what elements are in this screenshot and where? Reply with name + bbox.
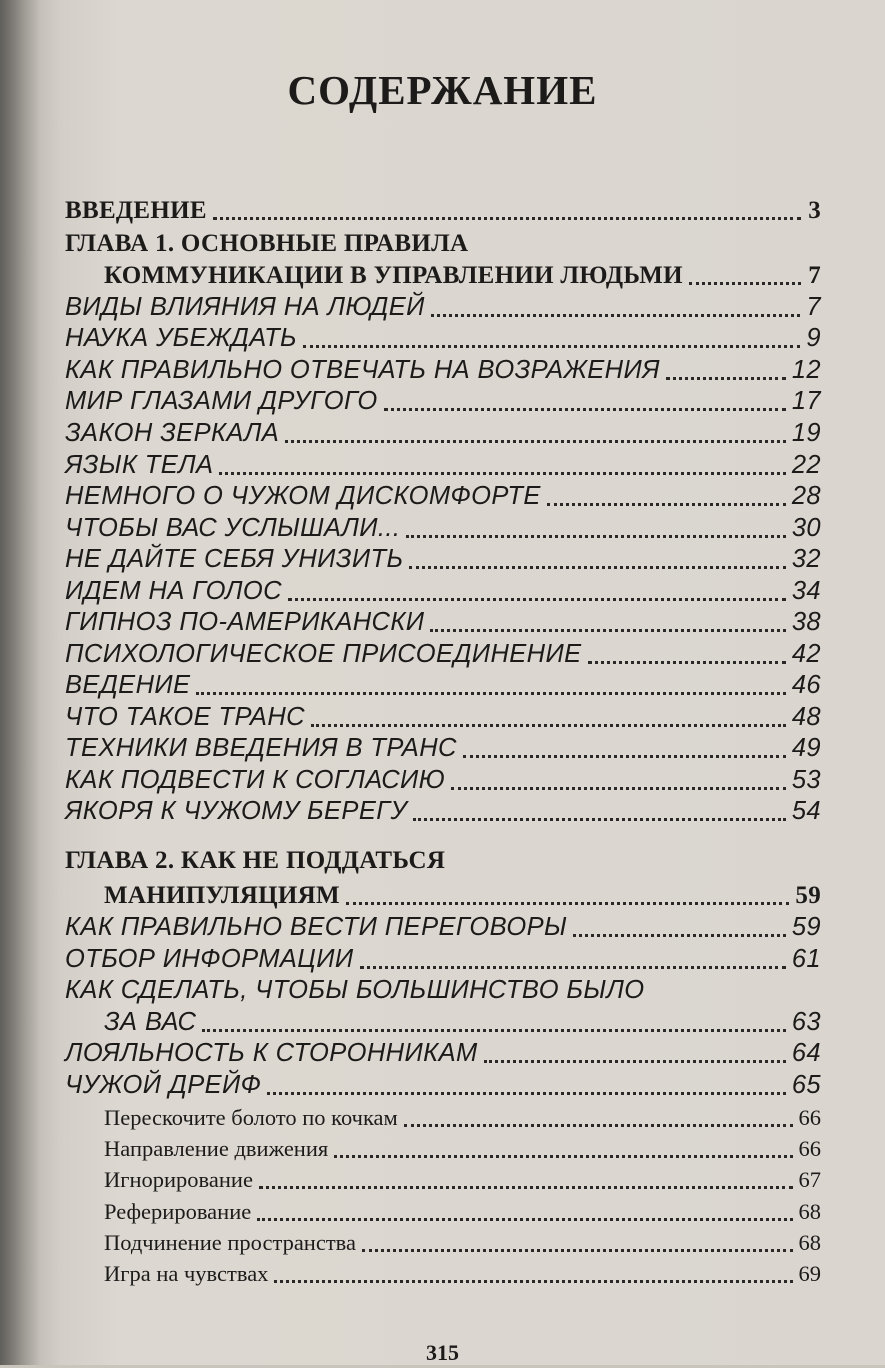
toc-entry <box>65 323 821 354</box>
toc-entry <box>65 845 821 876</box>
toc-entry-title: Подчинение пространства <box>104 1230 356 1255</box>
toc-entry-page: 19 <box>791 419 821 447</box>
toc-entry-title: МИР ГЛАЗАМИ ДРУГОГО <box>65 387 378 415</box>
toc-entry-title: КАК ПРАВИЛЬНО ОТВЕЧАТЬ НА ВОЗРАЖЕНИЯ <box>65 356 660 384</box>
dot-leader <box>274 1280 792 1283</box>
toc-entry-page: 65 <box>791 1071 821 1099</box>
toc-entry-title: КАК ПОДВЕСТИ К СОГЛАСИЮ <box>65 766 446 794</box>
toc-entry <box>104 1102 821 1133</box>
toc-entry <box>65 386 821 417</box>
toc-entry-page: 17 <box>791 387 821 415</box>
toc-entry <box>65 607 821 638</box>
toc-entry-title: Игнорирование <box>104 1167 253 1192</box>
toc-entry-title: ВВЕДЕНИЕ <box>65 197 207 224</box>
toc-entry-page: 68 <box>798 1230 821 1255</box>
toc-entry-title: ГЛАВА 1. ОСНОВНЫЕ ПРАВИЛА <box>65 230 469 257</box>
toc-entry <box>65 639 821 670</box>
dot-leader <box>219 472 785 475</box>
toc-entry <box>104 1133 821 1164</box>
dot-leader <box>257 1218 792 1221</box>
dot-leader <box>213 217 801 220</box>
toc-entry-title: Направление движения <box>104 1136 329 1161</box>
toc-entry-page: 49 <box>791 734 821 762</box>
toc-entry <box>104 1258 821 1289</box>
toc-entry-title: ЯЗЫК ТЕЛА <box>65 451 214 479</box>
toc-entry <box>65 228 821 259</box>
toc-entry-page: 63 <box>791 1008 821 1036</box>
toc-entry <box>65 292 821 323</box>
toc-entry-title: ИДЕМ НА ГОЛОС <box>65 577 282 605</box>
toc-entry <box>65 912 821 943</box>
toc-entry <box>104 1007 821 1038</box>
toc-entry <box>65 481 821 512</box>
toc-entry <box>65 513 821 544</box>
binding-shadow <box>0 0 40 1365</box>
dot-leader <box>267 1092 785 1095</box>
dot-leader <box>463 755 786 758</box>
dot-leader <box>196 692 785 695</box>
toc-entry-page: 69 <box>798 1261 821 1286</box>
toc-entry <box>65 576 821 607</box>
dot-leader <box>360 966 786 969</box>
dot-leader <box>430 629 785 632</box>
toc-entry-title: КОММУНИКАЦИИ В УПРАВЛЕНИИ ЛЮДЬМИ <box>104 262 683 289</box>
toc-entry-page: 34 <box>791 577 821 605</box>
toc-entry-title: КАК СДЕЛАТЬ, ЧТОБЫ БОЛЬШИНСТВО БЫЛО <box>65 976 645 1004</box>
dot-leader <box>311 724 786 727</box>
toc-entry-page: 42 <box>791 640 821 668</box>
toc-entry <box>65 450 821 481</box>
toc-entry-title: ГИПНОЗ ПО-АМЕРИКАНСКИ <box>65 608 425 636</box>
toc-entry <box>65 765 821 796</box>
dot-leader <box>451 787 786 790</box>
toc-entry <box>65 418 821 449</box>
page-number: 315 <box>426 1340 459 1365</box>
toc-entry-title: ЧУЖОЙ ДРЕЙФ <box>65 1071 262 1099</box>
toc-entry <box>65 1038 821 1069</box>
toc-entry-page: 68 <box>798 1199 821 1224</box>
toc-entry-page: 61 <box>791 945 821 973</box>
toc-entry-page: 32 <box>791 545 821 573</box>
dot-leader <box>384 408 786 411</box>
toc-entry <box>65 796 821 827</box>
dot-leader <box>409 566 785 569</box>
toc-entry <box>104 260 821 291</box>
dot-leader <box>303 345 800 348</box>
dot-leader <box>285 440 786 443</box>
dot-leader <box>334 1155 792 1158</box>
toc-entry-page: 53 <box>791 766 821 794</box>
toc-entry-title: Реферирование <box>104 1199 252 1224</box>
toc-entry-title: ГЛАВА 2. КАК НЕ ПОДДАТЬСЯ <box>65 847 446 874</box>
toc-entry <box>65 544 821 575</box>
toc-entry <box>104 1227 821 1258</box>
dot-leader <box>689 282 801 285</box>
toc-entry-page: 12 <box>791 356 821 384</box>
toc-entry-page: 59 <box>791 913 821 941</box>
page-title: СОДЕРЖАНИЕ <box>287 67 598 113</box>
dot-leader <box>346 902 790 905</box>
dot-leader <box>484 1060 786 1063</box>
toc-entry <box>65 944 821 975</box>
toc-entry <box>65 975 821 1006</box>
toc-entry-title: ТЕХНИКИ ВВЕДЕНИЯ В ТРАНС <box>65 734 457 762</box>
dot-leader <box>406 535 785 538</box>
toc-entry-page: 22 <box>791 451 821 479</box>
dot-leader <box>431 314 801 317</box>
dot-leader <box>404 1124 793 1127</box>
toc-entry-page: 67 <box>798 1167 821 1192</box>
toc-entry-title: ОТБОР ИНФОРМАЦИИ <box>65 945 354 973</box>
toc-entry <box>104 880 821 911</box>
toc-entry <box>65 1070 821 1101</box>
toc-entry-title: ВИДЫ ВЛИЯНИЯ НА ЛЮДЕЙ <box>65 293 425 321</box>
dot-leader <box>588 661 786 664</box>
toc-entry-title: ЧТОБЫ ВАС УСЛЫШАЛИ... <box>65 514 401 542</box>
dot-leader <box>288 598 786 601</box>
toc-entry <box>65 195 821 226</box>
toc-entry-page: 54 <box>791 797 821 825</box>
toc-entry-page: 30 <box>791 514 821 542</box>
toc-entry-title: НЕМНОГО О ЧУЖОМ ДИСКОМФОРТЕ <box>65 482 541 510</box>
toc-entry-title: КАК ПРАВИЛЬНО ВЕСТИ ПЕРЕГОВОРЫ <box>65 913 568 941</box>
toc-entry-page: 28 <box>791 482 821 510</box>
toc-entry-title: МАНИПУЛЯЦИЯМ <box>104 882 340 909</box>
dot-leader <box>259 1186 793 1189</box>
toc-entry-title: Перескочите болото по кочкам <box>104 1105 398 1130</box>
toc-entry-title: ЯКОРЯ К ЧУЖОМУ БЕРЕГУ <box>65 797 408 825</box>
toc-entry-title: НАУКА УБЕЖДАТЬ <box>65 324 298 352</box>
toc-entry <box>65 355 821 386</box>
toc-entry-page: 9 <box>806 324 821 352</box>
dot-leader <box>547 503 786 506</box>
toc-entry-title: ВЕДЕНИЕ <box>65 671 191 699</box>
toc-entry <box>65 702 821 733</box>
toc-entry-page: 38 <box>791 608 821 636</box>
toc-entry-page: 66 <box>798 1136 821 1161</box>
toc-entry-page: 66 <box>798 1105 821 1130</box>
toc-entry-title: ПСИХОЛОГИЧЕСКОЕ ПРИСОЕДИНЕНИЕ <box>65 640 582 668</box>
toc-entry-title: ЗАКОН ЗЕРКАЛА <box>65 419 280 447</box>
toc-entry <box>65 733 821 764</box>
dot-leader <box>202 1029 786 1032</box>
toc-entry-page: 7 <box>806 293 821 321</box>
toc-entry <box>65 670 821 701</box>
toc-entry-page: 7 <box>808 262 821 289</box>
toc-entry-page: 64 <box>791 1039 821 1067</box>
dot-leader <box>413 818 786 821</box>
toc-entry-title: ЗА ВАС <box>104 1008 197 1036</box>
toc-entry-title: НЕ ДАЙТЕ СЕБЯ УНИЗИТЬ <box>65 545 404 573</box>
toc-entry-page: 3 <box>808 197 821 224</box>
dot-leader <box>362 1249 793 1252</box>
toc-entry-title: ЧТО ТАКОЕ ТРАНС <box>65 703 305 731</box>
toc-entry-page: 59 <box>795 882 821 909</box>
toc-entry-page: 48 <box>791 703 821 731</box>
toc-entry-title: Игра на чувствах <box>104 1261 269 1286</box>
toc-entry <box>104 1164 821 1195</box>
toc-entry <box>104 1196 821 1227</box>
toc-entry-page: 46 <box>791 671 821 699</box>
toc-entry-title: ЛОЯЛЬНОСТЬ К СТОРОННИКАМ <box>65 1039 478 1067</box>
dot-leader <box>666 377 786 380</box>
dot-leader <box>573 934 786 937</box>
